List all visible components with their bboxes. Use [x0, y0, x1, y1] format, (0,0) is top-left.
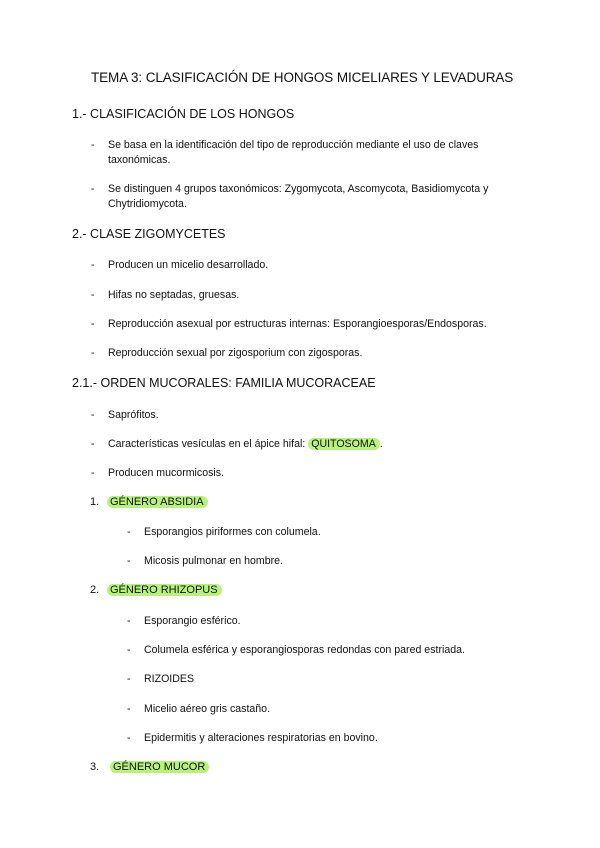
highlighted-genus: GÉNERO RHIZOPUS [107, 584, 222, 596]
section-heading-zigomycetes: 2.- CLASE ZIGOMYCETES [72, 227, 226, 241]
highlighted-genus: GÉNERO MUCOR [110, 761, 209, 773]
highlighted-genus: GÉNERO ABSIDIA [107, 496, 208, 508]
document-page: TEMA 3: CLASIFICACIÓN DE HONGOS MICELIARES Y LEVADURAS 1.- CLASIFICACIÓN DE LOS HONGOS - Se basa en la identificación del tipo de reproducción mediante el uso de claves taxonómicas. - Se distinguen 4 grupos taxonómicos: Zygomycota, Ascomycota, Basidiomycota y Chytridiomycota. 2.- CLASE ZIGOMYCETES - Producen un micelio desarrollado. - Hifas no septadas, gruesas. - Reproducción asexual por estructuras internas: Esporangioesporas/Endosporas. - Reproducción sexual por zigosporium con zigosporas. 2.1.- ORDEN MUCORALES: FAMILIA MUCORACEAE - Saprófitos. - Características vesículas en el ápice hifal: QUITOSOMA . - Producen mucormicosis. 1. GÉNERO ABSIDIA - Esporangios piriformes con columela. - Micosis pulmonar en hombre. 2. GÉNERO RHIZOPUS - Esporangio esférico. - Columela esférica y esporangiosporas redondas con pared estriada. - RIZOIDES - Micelio aéreo gris castaño. - Epidermitis y alteraciones respiratorias en bovino. 3. GÉNERO MUCOR [72, 70, 514, 773]
section-heading-mucorales: 2.1.- ORDEN MUCORALES: FAMILIA MUCORACEAE [72, 376, 376, 390]
genus-heading-mucor: 3. GÉNERO MUCOR [90, 761, 209, 773]
genus-heading-rhizopus: 2. GÉNERO RHIZOPUS [90, 584, 222, 596]
genus-heading-absidia: 1. GÉNERO ABSIDIA [90, 496, 208, 508]
highlighted-term: QUITOSOMA [308, 438, 380, 450]
section-heading-clasificacion: 1.- CLASIFICACIÓN DE LOS HONGOS [72, 107, 295, 121]
document-title: TEMA 3: CLASIFICACIÓN DE HONGOS MICELIARES Y LEVADURAS [91, 70, 514, 85]
